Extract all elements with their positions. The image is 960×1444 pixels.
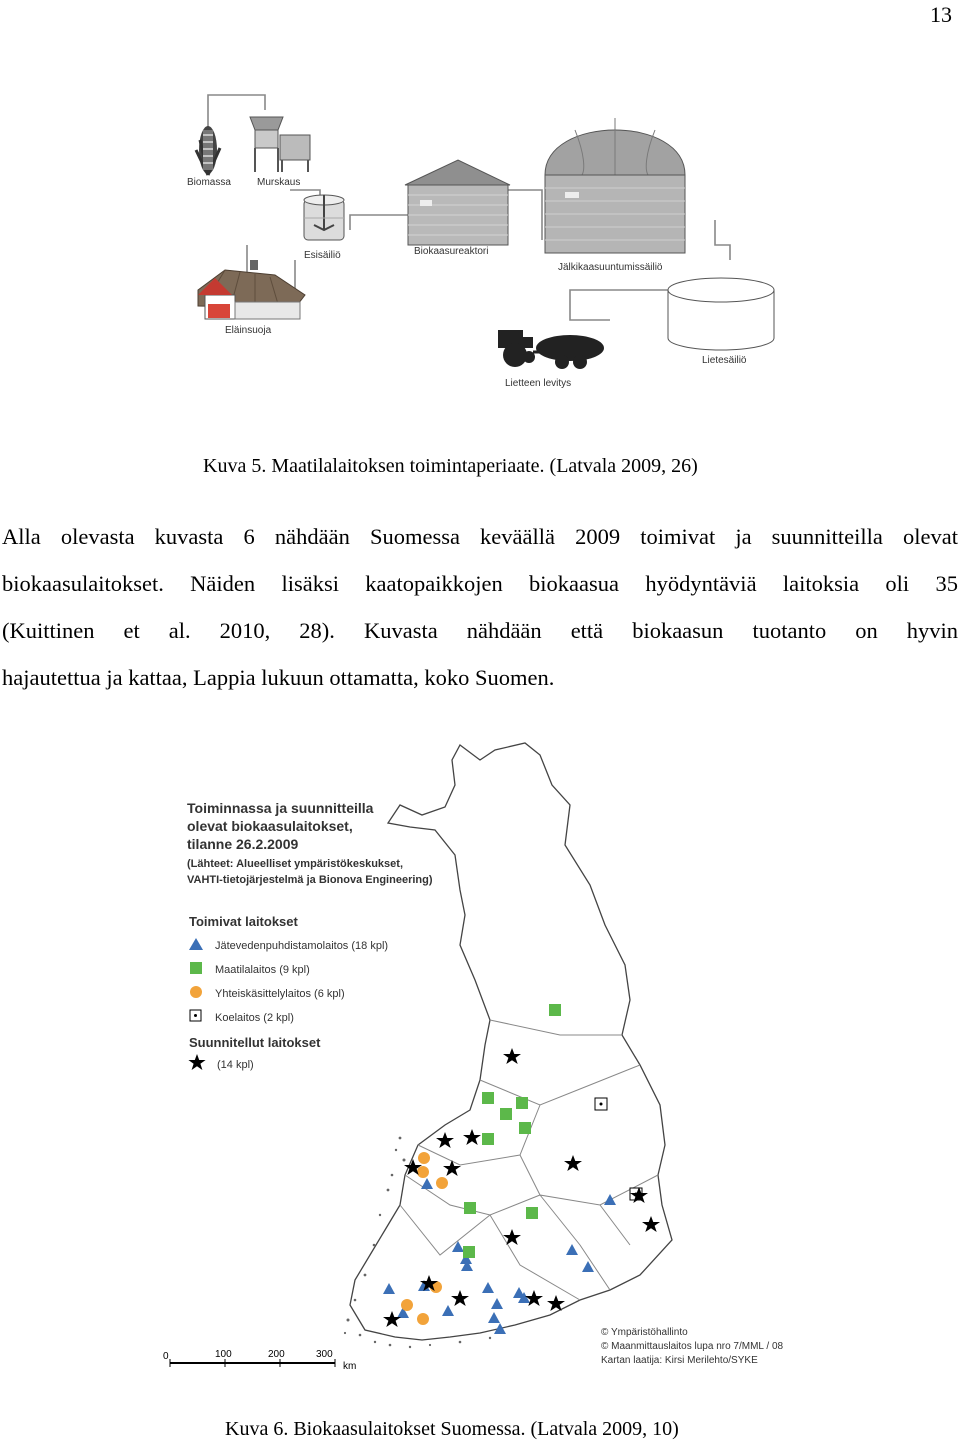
triangle-icon [189,938,203,950]
map-title: olevat biokaasulaitokset, [187,818,353,834]
map-credits [601,1327,784,1366]
credit-line: © Maanmittauslaitos lupa nro 7/MML / 08 [601,1341,784,1352]
murskaus-icon [250,117,310,172]
jalkikaasuuntumissailio-icon [545,118,685,253]
circle-icon [190,986,202,998]
label-esisailio: Esisäiliö [304,250,341,261]
farm-biogas-diagram [170,80,810,400]
paragraph-line: hajautettua ja kattaa, Lappia lukuun ottamatta, koko Suomen. [2,665,555,690]
dot-square-icon [190,1010,201,1021]
figure-5-caption: Kuva 5. Maatilalaitoksen toimintaperiaate. (Latvala 2009, 26) [203,455,698,477]
label-jalkikaasu: Jälkikaasuuntumissäiliö [558,262,663,273]
map-legend [188,914,388,1071]
page-number: 13 [930,2,952,27]
label-reaktori: Biokaasureaktori [414,246,489,257]
legend-label: Yhteiskäsittelylaitos (6 kpl) [215,988,345,1000]
lietesailio-icon [668,278,774,350]
scale-tick: 100 [215,1349,232,1360]
legend-label: Jätevedenpuhdistamolaitos (18 kpl) [215,940,389,952]
label-levitys: Lietteen levitys [505,378,572,389]
credit-line: Kartan laatija: Kirsi Merilehto/SYKE [601,1355,758,1366]
paragraph-line: Alla olevasta kuvasta 6 nähdään Suomessa keväällä 2009 toimivat ja suunnitteilla olevat [2,524,958,549]
map-title: tilanne 26.2.2009 [187,836,299,852]
legend-heading: Toimivat laitokset [189,914,298,929]
paragraph-line: biokaasulaitokset. Näiden lisäksi kaatopaikkojen biokaasua hyödyntäviä laitoksia oli 35 [2,571,958,596]
credit-line: © Ympäristöhallinto [601,1327,688,1338]
map-source: VAHTI-tietojärjestelmä ja Bionova Engineering) [187,874,433,886]
scale-bar [163,1349,356,1372]
label-murskaus: Murskaus [257,177,301,188]
star-icon [188,1054,205,1070]
scale-tick: 200 [268,1349,285,1360]
square-icon [190,962,202,974]
map-source: (Lähteet: Alueelliset ympäristökeskukset, [187,858,404,870]
legend-heading: Suunnitellut laitokset [189,1035,321,1050]
esisailio-icon [304,195,344,240]
figure-6-caption: Kuva 6. Biokaasulaitokset Suomessa. (Latvala 2009, 10) [225,1418,679,1440]
paragraph-line: (Kuittinen et al. 2010, 28). Kuvasta nähdään että biokaasun tuotanto on hyvin [2,618,958,643]
biogas-plants-map [160,735,820,1385]
scale-tick: 300 [316,1349,333,1360]
elainsuoja-icon [198,260,305,319]
legend-label: Koelaitos (2 kpl) [215,1012,294,1024]
label-biomassa: Biomassa [187,177,231,188]
scale-tick: 0 [163,1351,169,1362]
legend-label: (14 kpl) [217,1059,254,1071]
tractor-icon [498,330,604,369]
biomassa-icon [196,126,220,175]
label-elainsuoja: Eläinsuoja [225,325,272,336]
legend-label: Maatilalaitos (9 kpl) [215,964,310,976]
scale-unit: km [343,1361,357,1372]
finland-map [344,743,672,1348]
body-paragraph [2,513,958,701]
map-title: Toiminnassa ja suunnitteilla [187,800,374,816]
label-lietesailio: Lietesäiliö [702,355,747,366]
biokaasureaktori-icon [405,160,510,245]
